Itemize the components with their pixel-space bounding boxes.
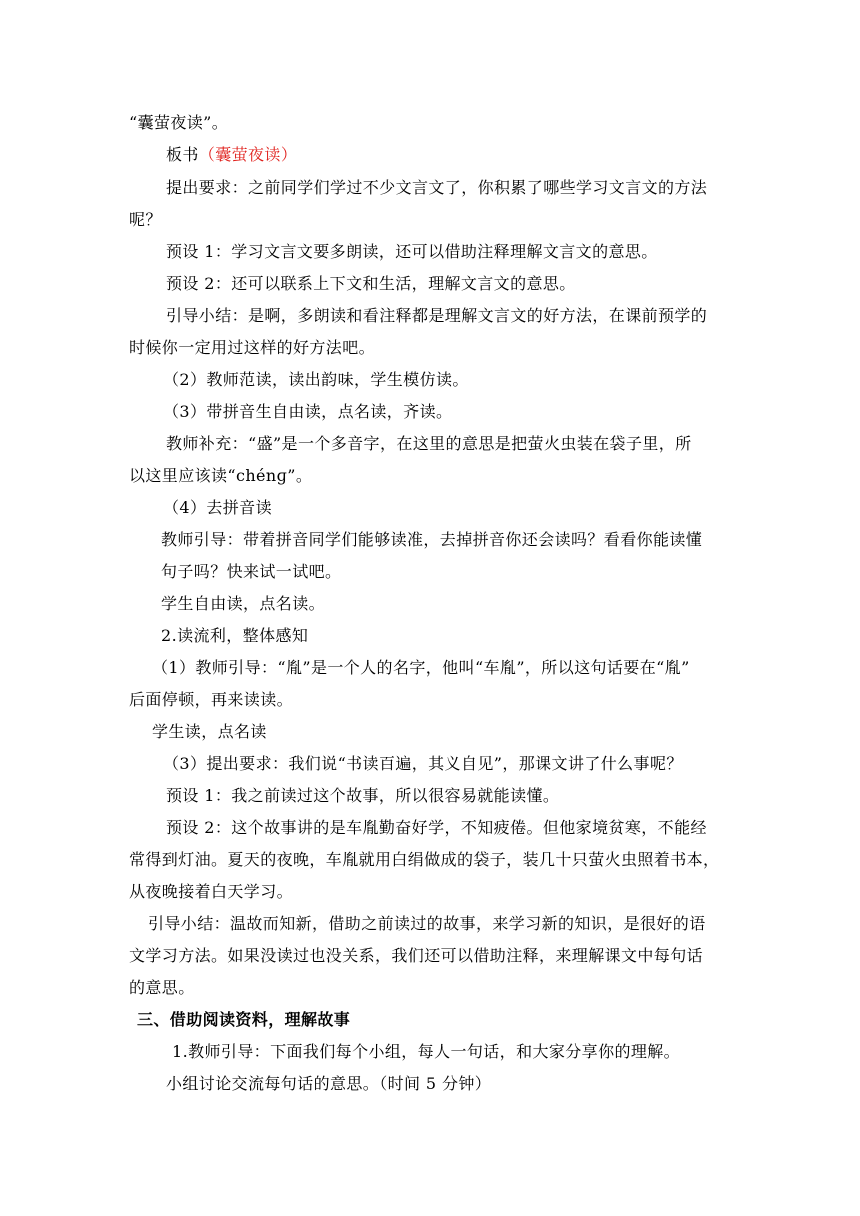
text-line: 文学习方法。如果没读过也没关系，我们还可以借助注释，来理解课文中每句话 [129,946,704,965]
text-line: 教师引导：带着拼音同学们能够读准，去掉拼音你还会读吗？看看你能读懂 [161,530,703,549]
text-line: 句子吗？快来试一试吧。 [161,562,342,581]
text-line: 2.读流利，整体感知 [161,626,309,645]
text-line: 预设 2：还可以联系上下文和生活，理解文言文的意思。 [166,274,576,293]
text-line: 预设 1：学习文言文要多朗读，还可以借助注释理解文言文的意思。 [166,242,658,261]
text-line: 以这里应该读“chénɡ”。 [129,466,313,485]
text-line: 预设 1：我之前读过这个故事，所以很容易就能读懂。 [166,786,560,805]
text-line: 提出要求：之前同学们学过不少文言文了，你积累了哪些学习文言文的方法 [166,178,708,197]
text-line: （1）教师引导：“胤”是一个人的名字，他叫“车胤”，所以这句话要在“胤” [152,658,690,677]
text-line: 学生读，点名读 [152,722,267,741]
text-line: 常得到灯油。夏天的夜晚，车胤就用白绢做成的袋子，装几十只萤火虫照着书本， [129,850,720,869]
text-line: 后面停顿，再来读读。 [129,690,294,709]
text-line: 引导小结：温故而知新，借助之前读过的故事，来学习新的知识，是很好的语 [148,914,706,933]
text-line: “囊萤夜读”。 [129,113,229,132]
text-line [166,145,297,165]
text-line: 预设 2：这个故事讲的是车胤勤奋好学，不知疲倦。但他家境贫寒，不能经 [166,818,707,837]
text-line: 呢？ [129,210,162,229]
board-title: （囊萤夜读） [198,145,298,164]
text-line: 的意思。 [129,978,195,997]
section-heading: 三、借助阅读资料，理解故事 [137,1010,351,1029]
text-line: 从夜晚接着白天学习。 [129,882,294,901]
text-line: 引导小结：是啊，多朗读和看注释都是理解文言文的好方法，在课前预学的 [166,306,708,325]
text-line: （2）教师范读，读出韵味，学生模仿读。 [163,370,469,389]
text-line: 时候你一定用过这样的好方法吧。 [129,338,376,357]
text-line: 1.教师引导：下面我们每个小组，每人一句话，和大家分享你的理解。 [172,1042,681,1061]
text-line: 小组讨论交流每句话的意思。（时间 5 分钟） [166,1074,492,1093]
text-line: （3）带拼音生自由读，点名读，齐读。 [163,402,453,421]
text-line: 学生自由读，点名读。 [161,594,326,613]
text-line: 教师补充：“盛”是一个多音字，在这里的意思是把萤火虫装在袋子里，所 [166,434,692,453]
board-label: 板书 [166,145,199,164]
text-line: （3）提出要求：我们说“书读百遍，其义自见”，那课文讲了什么事呢？ [163,754,683,773]
text-line: （4）去拼音读 [163,498,272,517]
